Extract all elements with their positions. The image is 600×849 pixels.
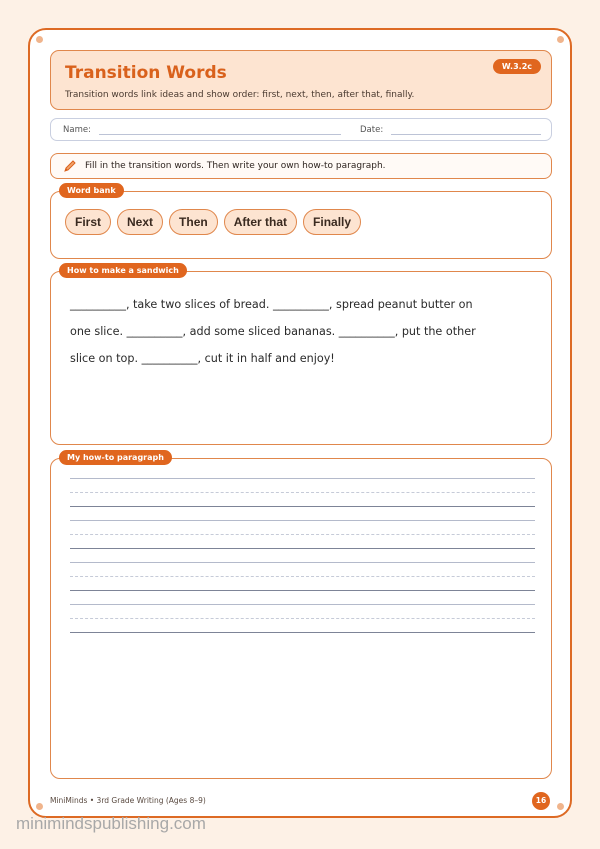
word-bank-chips bbox=[65, 209, 361, 235]
writing-line-base bbox=[70, 548, 535, 549]
writing-line-top bbox=[70, 562, 535, 563]
corner-dot bbox=[557, 36, 564, 43]
sandwich-label: How to make a sandwich bbox=[59, 263, 187, 278]
writing-line-base bbox=[70, 632, 535, 633]
word-bank-label: Word bank bbox=[59, 183, 124, 198]
corner-dot bbox=[557, 803, 564, 810]
page-title: Transition Words bbox=[65, 63, 227, 83]
word-chip[interactable]: Then bbox=[169, 209, 218, 235]
word-chip[interactable]: First bbox=[65, 209, 111, 235]
sandwich-panel bbox=[50, 266, 552, 445]
passage-line: one slice. __________, add some sliced bananas. __________, put the other bbox=[70, 325, 476, 338]
paragraph-panel bbox=[50, 453, 552, 779]
worksheet-page bbox=[28, 28, 572, 818]
paragraph-label: My how-to paragraph bbox=[59, 450, 172, 465]
writing-line-base bbox=[70, 590, 535, 591]
instruction-box bbox=[50, 153, 552, 179]
watermark: minimindspublishing.com bbox=[16, 814, 206, 833]
pencil-icon bbox=[63, 159, 77, 173]
date-field[interactable] bbox=[391, 134, 541, 135]
name-field[interactable] bbox=[99, 134, 341, 135]
name-date-bar bbox=[50, 118, 552, 141]
writing-line-top bbox=[70, 520, 535, 521]
word-chip[interactable]: After that bbox=[224, 209, 297, 235]
word-chip[interactable]: Next bbox=[117, 209, 163, 235]
page-number: 16 bbox=[532, 792, 550, 810]
standard-badge: W.3.2c bbox=[493, 59, 541, 74]
fill-in-passage[interactable] bbox=[70, 291, 540, 372]
word-bank-panel bbox=[50, 186, 552, 259]
name-label: Name: bbox=[63, 125, 91, 135]
word-chip[interactable]: Finally bbox=[303, 209, 361, 235]
writing-line-mid bbox=[70, 492, 535, 493]
footer-text: MiniMinds • 3rd Grade Writing (Ages 8–9) bbox=[50, 796, 206, 805]
title-banner bbox=[50, 50, 552, 110]
writing-line-mid bbox=[70, 618, 535, 619]
writing-line-mid bbox=[70, 576, 535, 577]
corner-dot bbox=[36, 36, 43, 43]
corner-dot bbox=[36, 803, 43, 810]
writing-line-top bbox=[70, 478, 535, 479]
date-label: Date: bbox=[360, 125, 384, 135]
page-subtitle: Transition words link ideas and show order: first, next, then, after that, finally. bbox=[65, 90, 415, 100]
passage-line: slice on top. __________, cut it in half and enjoy! bbox=[70, 352, 335, 365]
writing-line-base bbox=[70, 506, 535, 507]
instruction-text: Fill in the transition words. Then write your own how-to paragraph. bbox=[85, 161, 386, 171]
writing-line-mid bbox=[70, 534, 535, 535]
writing-line-top bbox=[70, 604, 535, 605]
passage-line: __________, take two slices of bread. __________, spread peanut butter on bbox=[70, 298, 473, 311]
